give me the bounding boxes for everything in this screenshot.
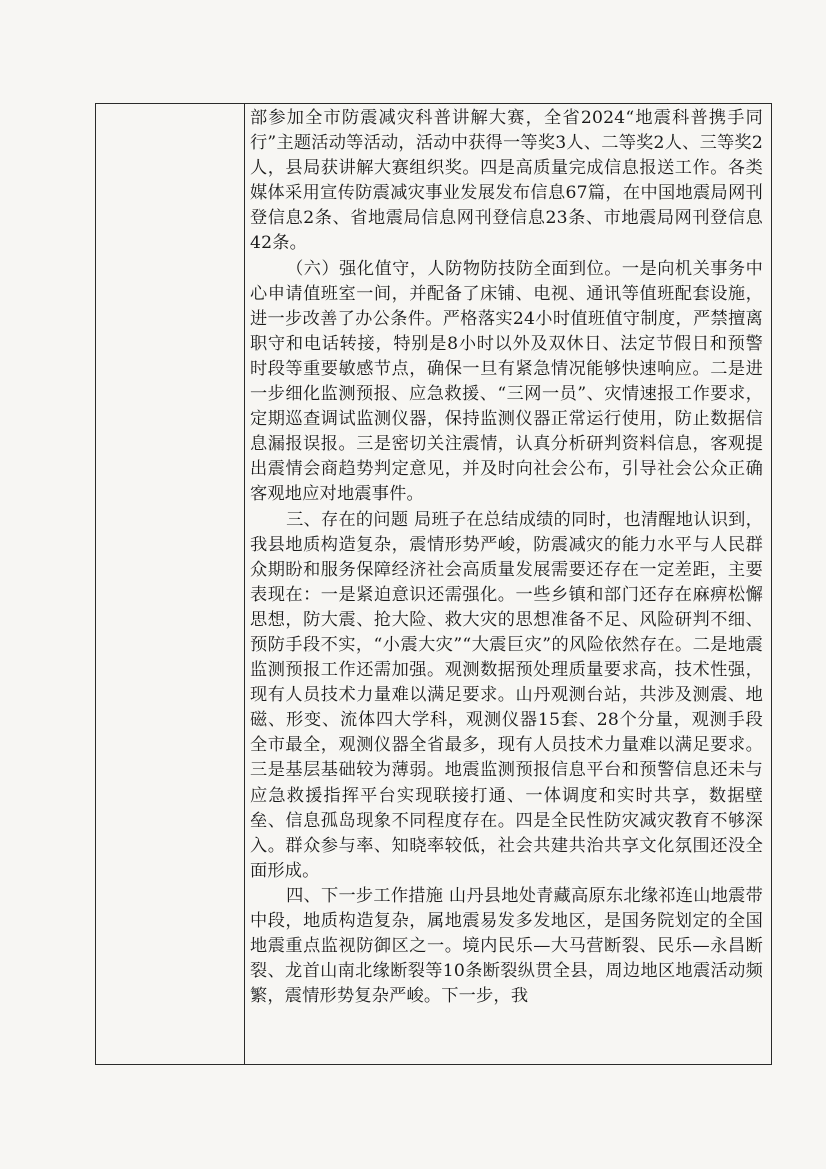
paragraph-duty-section: （六）强化值守，人防物防技防全面到位。一是向机关事务中心申请值班室一间，并配备了床铺、电视、通讯等值班配套设施，进一步改善了办公条件。严格落实24小时值班值守制度，严禁擅离职守和电话转接，特别是8小时以外及双休日、法定节假日和预警时段等重要敏感节点，确保一旦有紧急情况能够快速响应。二是进一步细化监测预报、应急救援、“三网一员”、灾情速报工作要求，定期巡查调试监测仪器，保持监测仪器正常运行使用，防止数据信息漏报误报。三是密切关注震情，认真分析研判资料信息，客观提出震情会商趋势判定意见，并及时向社会公布，引导社会公众正确客观地应对地震事件。 [250,258,763,505]
document-table [95,103,772,1065]
paragraph-problems-section: 三、存在的问题 局班子在总结成绩的同时，也清醒地认识到，我县地质构造复杂，震情形势严峻，防震减灾的能力水平与人民群众期盼和服务保障经济社会高质量发展需要还存在一定差距，主要表现在：一是紧迫意识还需强化。一些乡镇和部门还存在麻痹松懈思想，防大震、抢大险、救大灾的思想准备不足、风险研判不细、预防手段不实，“小震大灾”“大震巨灾”的风险依然存在。二是地震监测预报工作还需加强。观测数据预处理质量要求高，技术性强，现有人员技术力量难以满足要求。山丹观测台站，共涉及测震、地磁、形变、流体四大学科，观测仪器15套、28个分量，观测手段全市最全，观测仪器全省最多，现有人员技术力量难以满足要求。三是基层基础较为薄弱。地震监测预报信息平台和预警信息还未与应急救援指挥平台实现联接打通、一体调度和实时共享，数据壁垒、信息孤岛现象不同程度存在。四是全民性防灾减灾教育不够深入。群众参与率、知晓率较低，社会共建共治共享文化氛围还没全面形成。 [250,509,763,881]
table-left-column [96,104,245,1064]
paragraph-continued: 部参加全市防震减灾科普讲解大赛，全省2024“地震科普携手同行”主题活动等活动，活动中获得一等奖3人、二等奖2人、三等奖2人，县局获讲解大赛组织奖。四是高质量完成信息报送工作。各类媒体采用宣传防震减灾事业发展发布信息67篇，在中国地震局网刊登信息2条、省地震局信息网刊登信息23条、市地震局网刊登信息42条。 [250,108,763,254]
table-content-cell [250,106,763,1009]
paragraph-next-steps-section: 四、下一步工作措施 山丹县地处青藏高原东北缘祁连山地震带中段，地质构造复杂，属地震易发多发地区，是国务院划定的全国地震重点监视防御区之一。境内民乐—大马营断裂、民乐—永昌断裂、龙首山南北缘断裂等10条断裂纵贯全县，周边地区地震活动频繁，震情形势复杂严峻。下一步，我 [250,885,763,1007]
